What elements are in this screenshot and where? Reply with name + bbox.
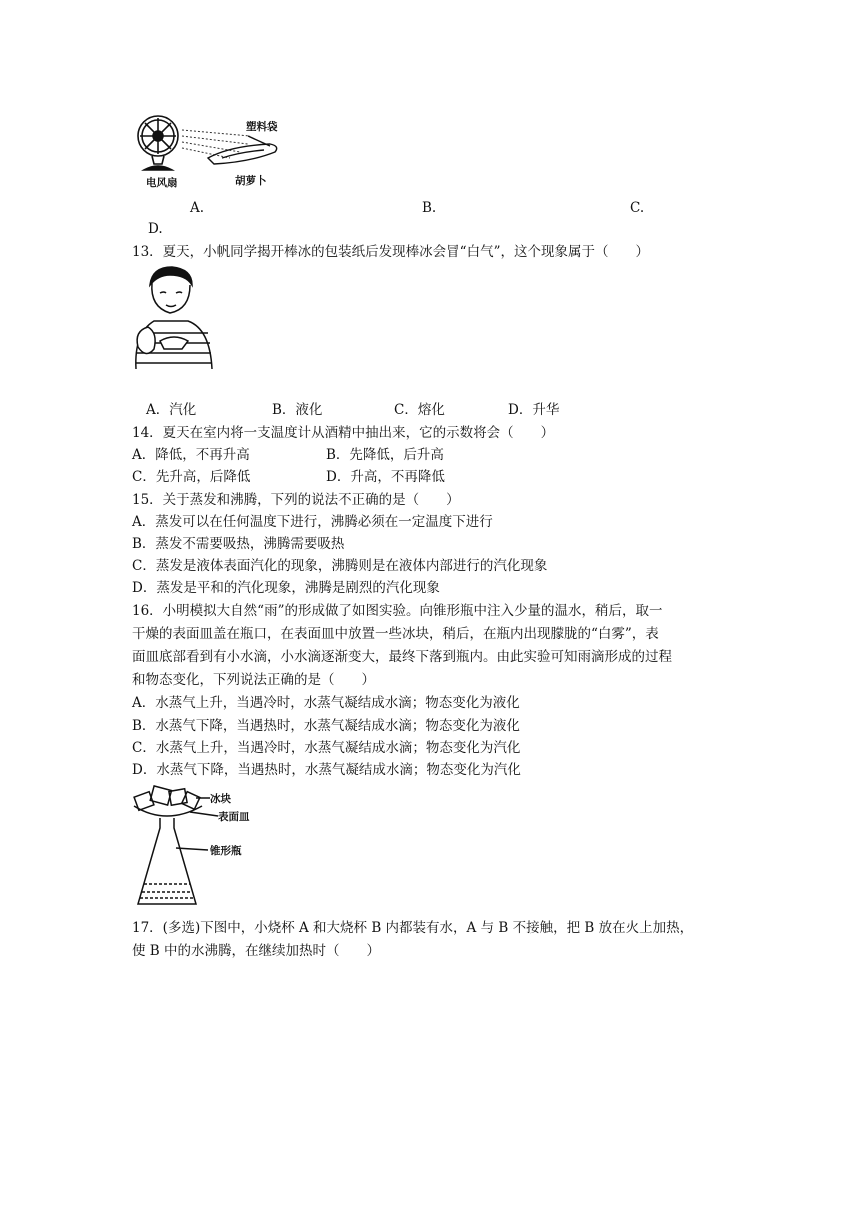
- q13-option-b: B．液化: [272, 402, 323, 418]
- q12-option-d: D.: [148, 221, 163, 237]
- q17-stem-line-2: 使 B 中的水沸腾，在继续加热时（ ）: [132, 943, 381, 959]
- dish-label: 表面皿: [218, 811, 250, 823]
- q14-stem: 14．夏天在室内将一支温度计从酒精中抽出来，它的示数将会（ ）: [132, 425, 555, 441]
- q16-option-d: D．水蒸气下降，当遇热时，水蒸气凝结成水滴；物态变化为汽化: [132, 762, 521, 778]
- q16-stem-line-1: 16．小明模拟大自然“雨”的形成做了如图实验。向锥形瓶中注入少量的温水，稍后，取一: [132, 603, 663, 619]
- q12-option-c: C.: [630, 200, 645, 216]
- boy-popsicle-figure: [130, 263, 220, 371]
- q14-option-c: C．先升高，后降低: [132, 469, 251, 485]
- q14-option-b: B．先降低，后升高: [326, 447, 444, 463]
- q16-option-c: C．水蒸气上升，当遇冷时，水蒸气凝结成水滴；物态变化为汽化: [132, 740, 521, 756]
- q13-option-c: C．熔化: [394, 402, 445, 418]
- q16-stem-line-4: 和物态变化，下列说法正确的是（ ）: [132, 672, 375, 688]
- q12-option-a: A.: [190, 200, 205, 216]
- bag-label: 塑料袋: [246, 121, 278, 133]
- q15-option-a: A．蒸发可以在任何温度下进行，沸腾必须在一定温度下进行: [132, 514, 493, 530]
- q15-stem: 15．关于蒸发和沸腾，下列的说法不正确的是（ ）: [132, 492, 460, 508]
- q14-option-d: D．升高，不再降低: [326, 469, 445, 485]
- carrot-label: 胡萝卜: [235, 175, 267, 187]
- q16-option-a: A．水蒸气上升，当遇冷时，水蒸气凝结成水滴；物态变化为液化: [132, 695, 520, 711]
- q16-stem-line-3: 面皿底部看到有小水滴，小水滴逐渐变大，最终下落到瓶内。由此实验可知雨滴形成的过程: [132, 649, 672, 665]
- q15-option-b: B．蒸发不需要吸热，沸腾需要吸热: [132, 536, 345, 552]
- electric-fan-drawing: [138, 116, 178, 170]
- flask-label: 锥形瓶: [210, 845, 242, 857]
- q15-option-d: D．蒸发是平和的汽化现象，沸腾是剧烈的汽化现象: [132, 580, 440, 596]
- q16-stem-line-2: 干燥的表面皿盖在瓶口，在表面皿中放置一些冰块，稍后，在瓶内出现朦胧的“白雾”，表: [132, 626, 659, 642]
- q16-option-b: B．水蒸气下降，当遇热时，水蒸气凝结成水滴；物态变化为液化: [132, 718, 520, 734]
- q12-option-b: B.: [422, 200, 437, 216]
- q15-option-c: C．蒸发是液体表面汽化的现象，沸腾则是在液体内部进行的汽化现象: [132, 558, 548, 574]
- q13-option-d: D．升华: [508, 402, 560, 418]
- fan-carrot-figure: [130, 108, 290, 190]
- ice-label: 冰块: [210, 793, 231, 805]
- q13-option-a: A．汽化: [146, 402, 197, 418]
- flask-experiment-figure: [130, 784, 280, 910]
- fan-label: 电风扇: [146, 177, 178, 189]
- q14-option-a: A．降低，不再升高: [132, 447, 250, 463]
- q17-stem-line-1: 17．(多选)下图中，小烧杯 A 和大烧杯 B 内都装有水，A 与 B 不接触，把 B 放在火上加热，: [132, 920, 694, 936]
- q13-stem: 13．夏天，小帆同学揭开棒冰的包装纸后发现棒冰会冒“白气”，这个现象属于（ ）: [132, 244, 649, 260]
